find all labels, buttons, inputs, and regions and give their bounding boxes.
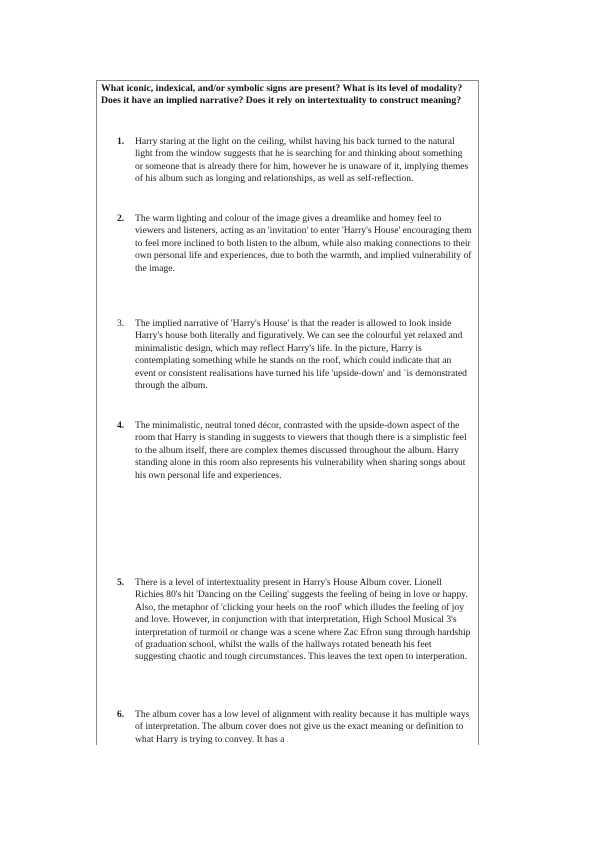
list-number: 6.	[117, 709, 125, 720]
list-number: 5.	[117, 577, 125, 588]
list-number: 3.	[117, 318, 125, 329]
answer-table-cell	[96, 80, 479, 745]
question-heading: What iconic, indexical, and/or symbolic signs are present? What is its level of modality? Does it have an implied narrative? Does it rely on intertextuality to construct meaning?	[101, 83, 463, 107]
list-item-3	[117, 318, 472, 392]
list-item-1	[117, 136, 472, 186]
list-item-5	[117, 577, 472, 664]
list-number: 4.	[117, 420, 125, 431]
list-item-text: The album cover has a low level of alignment with reality because it has multiple ways of interpretation. The album cover does not give us the exact meaning or definition to what Harry is trying to convey. It has a	[135, 709, 470, 745]
list-item-text: The minimalistic, neutral toned décor, contrasted with the upside-down aspect of the room that Harry is standing in suggests to viewers that though there is a simplistic feel to the album itself, there are complex themes discussed throughout the album. Harry standing alone in this room also represents his vulnerability when sharing songs about his own personal life and experiences.	[135, 420, 467, 481]
list-item-4	[117, 420, 472, 482]
list-item-text: The warm lighting and colour of the image gives a dreamlike and homey feel to viewers and listeners, acting as an 'invitation' to enter 'Harry's House' encouraging them to feel more inclined to both listen to the album, while also making connections to their own personal life and experiences, due to both the warmth, and implied vulnerability of the image.	[135, 213, 472, 274]
list-number: 2.	[117, 213, 125, 224]
list-item-text: There is a level of intertextuality present in Harry's House Album cover. Lionell Richies 80's hit 'Dancing on the Ceiling' suggests the feeling of being in love or happy. Also, the metaphor of 'clicking your heels on the roof' which illudes the feeling of joy and love. However, in conjunction with that interpretation, High School Musical 3's interpretation of turmoil or change was a scene where Zac Efron sung through hardship of graduation school, whilst the walls of the hallways rotated beneath his feet suggesting chaotic and tough circumstances. This leaves the text open to interperation.	[135, 577, 471, 663]
list-item-text: Harry staring at the light on the ceiling, whilst having his back turned to the natural light from the window suggests that he is searching for and thinking about something or someone that is already there for him, however he is unaware of it, implying themes of his album such as longing and relationships, as well as self-reflection.	[135, 136, 469, 185]
list-item-text: The implied narrative of 'Harry's House' is that the reader is allowed to look inside Harry's house both literally and figuratively. We can see the colourful yet relaxed and minimalistic design, which may reflect Harry's life. In the picture, Harry is contemplating something while he stands on the roof, which could indicate that an event or consistent realisations have turned his life 'upside-down' and `is demonstrated through the album.	[135, 318, 467, 392]
list-number: 1.	[117, 136, 125, 147]
list-item-2	[117, 213, 472, 275]
list-item-6	[117, 709, 472, 745]
